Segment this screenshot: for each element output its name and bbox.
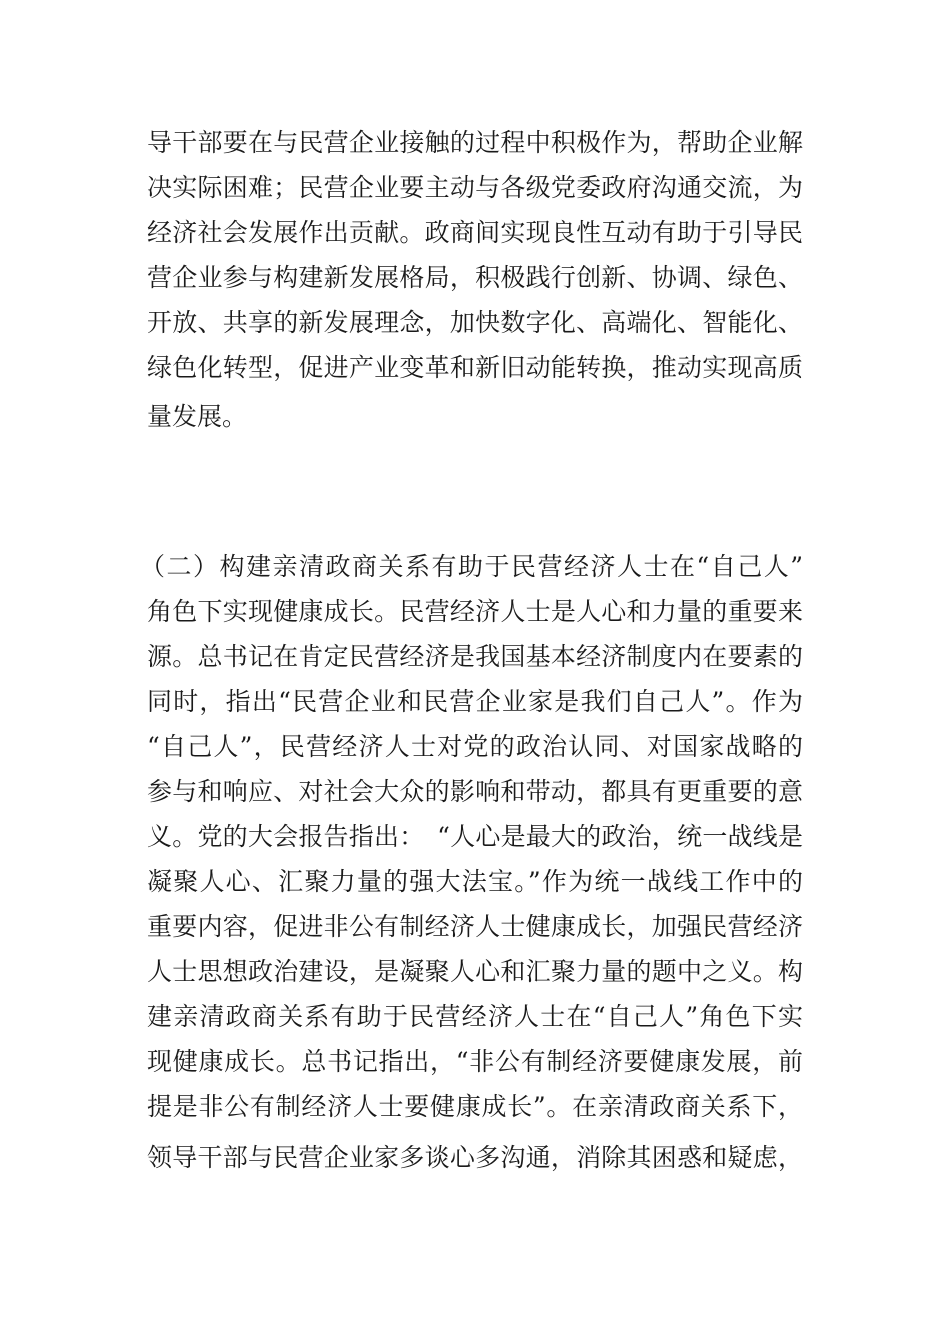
paragraph-2-line-2: 角色下实现健康成长。民营经济人士是人心和力量的重要来 [147, 597, 803, 626]
paragraph-2-line-12: 现健康成长。总书记指出，“非公有制经济要健康发展，前 [147, 1047, 803, 1076]
paragraph-1-line-3: 经济社会发展作出贡献。政商间实现良性互动有助于引导民 [147, 218, 803, 247]
paragraph-1-line-7: 量发展。 [147, 402, 248, 431]
paragraph-1-line-4: 营企业参与构建新发展格局，积极践行创新、协调、绿色、 [147, 263, 803, 292]
paragraph-2-line-10: 人士思想政治建设，是凝聚人心和汇聚力量的题中之义。构 [147, 957, 803, 986]
paragraph-1-line-6: 绿色化转型，促进产业变革和新旧动能转换，推动实现高质 [147, 353, 803, 382]
paragraph-2-line-5: “自己人”，民营经济人士对党的政治认同、对国家战略的 [147, 732, 803, 761]
paragraph-1-line-2: 决实际困难；民营企业要主动与各级党委政府沟通交流，为 [147, 173, 803, 202]
paragraph-2-line-8: 凝聚人心、汇聚力量的强大法宝。”作为统一战线工作中的 [147, 867, 803, 896]
paragraph-1-line-1: 导干部要在与民营企业接触的过程中积极作为，帮助企业解 [147, 128, 803, 157]
paragraph-2-line-1: （二）构建亲清政商关系有助于民营经济人士在“自己人” [140, 552, 803, 581]
paragraph-2-line-14: 领导干部与民营企业家多谈心多沟通，消除其困惑和疑虑， [147, 1143, 803, 1172]
paragraph-2-line-13: 提是非公有制经济人士要健康成长”。在亲清政商关系下， [147, 1092, 803, 1121]
paragraph-2-line-6: 参与和响应、对社会大众的影响和带动，都具有更重要的意 [147, 777, 803, 806]
paragraph-2-line-9: 重要内容，促进非公有制经济人士健康成长，加强民营经济 [147, 912, 803, 941]
paragraph-2-line-11: 建亲清政商关系有助于民营经济人士在“自己人”角色下实 [147, 1002, 803, 1031]
paragraph-1-line-5: 开放、共享的新发展理念，加快数字化、高端化、智能化、 [147, 308, 803, 337]
paragraph-2-line-4: 同时，指出“民营企业和民营企业家是我们自己人”。作为 [147, 687, 803, 716]
paragraph-2-line-7: 义。党的大会报告指出： “人心是最大的政治，统一战线是 [147, 822, 803, 851]
paragraph-2-line-3: 源。总书记在肯定民营经济是我国基本经济制度内在要素的 [147, 642, 803, 671]
